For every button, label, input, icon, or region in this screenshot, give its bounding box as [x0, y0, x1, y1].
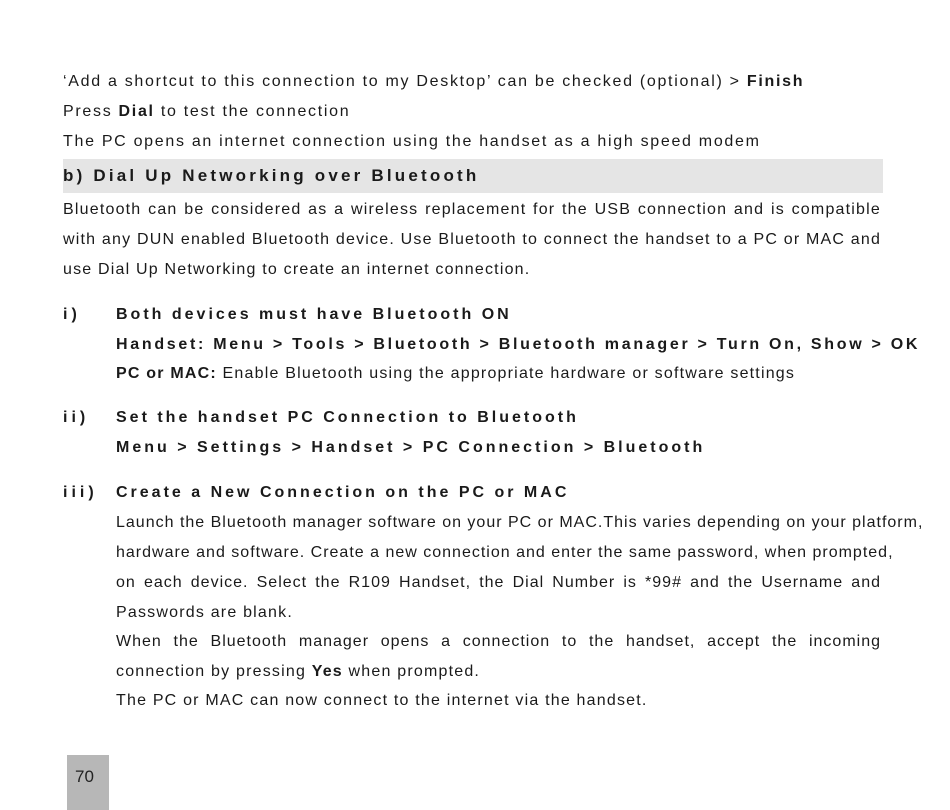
- step-3-heading: Create a New Connection on the PC or MAC: [116, 484, 570, 501]
- step-1-pc-text: Enable Bluetooth using the appropriate hardware or software settings: [216, 365, 796, 382]
- step-2-menu-path: Menu > Settings > Handset > PC Connection > Bluetooth: [116, 439, 706, 456]
- intro-line-dial-post: to test the connection: [154, 103, 351, 120]
- section-para-line-3: use Dial Up Networking to create an internet connection.: [63, 261, 531, 278]
- step-2-heading: Set the handset PC Connection to Bluetooth: [116, 409, 579, 426]
- step-3-number: iii): [63, 484, 98, 501]
- dial-label: Dial: [118, 103, 155, 120]
- intro-line-modem: The PC opens an internet connection using the handset as a high speed modem: [63, 133, 761, 150]
- step-1-pc-line: [116, 364, 795, 384]
- intro-line-dial-pre: Press: [63, 103, 119, 120]
- yes-label: Yes: [311, 663, 343, 680]
- step-3-body-line-2: hardware and software. Create a new connection and enter the same password, when prompted,: [116, 544, 894, 561]
- finish-label: Finish: [746, 73, 805, 90]
- step-1-number: i): [63, 306, 81, 323]
- section-para-line-2: with any DUN enabled Bluetooth device. Use Bluetooth to connect the handset to a PC or MAC and: [63, 231, 882, 248]
- step-3-body-line-3: on each device. Select the R109 Handset, the Dial Number is *99# and the Username and: [116, 574, 881, 591]
- intro-line-shortcut: [63, 72, 804, 92]
- step-3-body-line-4: Passwords are blank.: [116, 604, 293, 621]
- step-1-handset-path: Handset: Menu > Tools > Bluetooth > Bluetooth manager > Turn On, Show > OK: [116, 336, 921, 353]
- intro-line-dial: [63, 102, 350, 122]
- step-3-final-line: The PC or MAC can now connect to the internet via the handset.: [116, 692, 648, 709]
- step-3-yes-line: [116, 662, 480, 682]
- step-3-yes-pre: connection by pressing: [116, 663, 312, 680]
- section-para-line-1: Bluetooth can be considered as a wireless replacement for the USB connection and is compatible: [63, 201, 881, 218]
- section-title: b) Dial Up Networking over Bluetooth: [63, 166, 480, 185]
- step-1-pc-label: PC or MAC:: [116, 365, 217, 382]
- page-number: 70: [75, 767, 94, 786]
- step-3-yes-post: when prompted.: [342, 663, 481, 680]
- step-3-body-line-5: When the Bluetooth manager opens a connection to the handset, accept the incoming: [116, 633, 881, 650]
- step-3-body-line-1: Launch the Bluetooth manager software on your PC or MAC.This varies depending on your platform,: [116, 514, 924, 531]
- step-2-number: ii): [63, 409, 90, 426]
- intro-line-shortcut-text: ‘Add a shortcut to this connection to my Desktop’ can be checked (optional) >: [63, 73, 747, 90]
- step-1-heading: Both devices must have Bluetooth ON: [116, 306, 512, 323]
